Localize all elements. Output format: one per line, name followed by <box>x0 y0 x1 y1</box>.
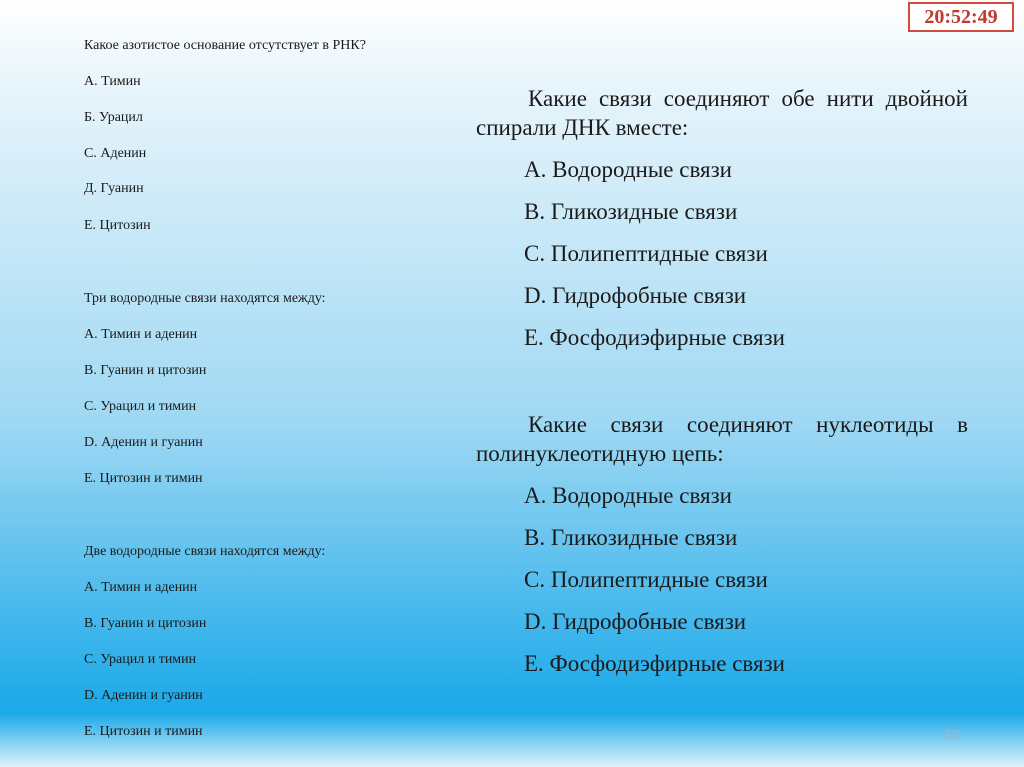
option-item: Е. Цитозин и тимин <box>84 471 203 486</box>
question-two-hbonds: Две водородные связи находятся между: <box>84 544 326 559</box>
option-item: А. Тимин и аденин <box>84 580 198 595</box>
option-item: В. Гликозидные связи <box>524 199 738 224</box>
option-item: С. Урацил и тимин <box>84 652 197 667</box>
option-item: А. Водородные связи <box>524 157 732 182</box>
option-item: В. Гликозидные связи <box>524 525 738 550</box>
option-item: А. Водородные связи <box>524 483 732 508</box>
question-rna-base: Какое азотистое основание отсутствует в РНК? <box>84 38 366 53</box>
option-item: D. Гидрофобные связи <box>524 609 747 634</box>
question-text: Какие связи соединяют нуклеотиды в полинуклеотидную цепь: <box>476 412 968 466</box>
question-three-hbonds: Три водородные связи находятся между: <box>84 291 326 306</box>
question-dna-strands <box>476 84 968 142</box>
option-item: Е. Цитозин <box>84 218 151 233</box>
right-question-block-1 <box>476 84 968 350</box>
option-item: Е. Цитозин и тимин <box>84 724 203 739</box>
option-item: Е. Фосфодиэфирные связи <box>524 651 785 676</box>
option-item: А. Тимин и аденин <box>84 327 198 342</box>
right-question-block-2 <box>476 410 968 676</box>
option-item: А. Тимин <box>84 74 141 89</box>
option-item: Д. Гуанин <box>84 181 144 196</box>
option-item: С. Полипептидные связи <box>524 567 768 592</box>
option-item: D. Аденин и гуанин <box>84 435 203 450</box>
question-text: Какие связи соединяют обе нити двойной спирали ДНК вместе: <box>476 86 968 140</box>
option-item: D. Аденин и гуанин <box>84 688 203 703</box>
option-item: В. Гуанин и цитозин <box>84 363 207 378</box>
clock-display: 20:52:49 <box>908 2 1014 32</box>
option-item: В. Гуанин и цитозин <box>84 616 207 631</box>
option-item: С. Аденин <box>84 146 147 161</box>
option-item: Б. Урацил <box>84 110 143 125</box>
option-item: D. Гидрофобные связи <box>524 283 747 308</box>
question-nucleotide-chain <box>476 410 968 468</box>
option-item: Е. Фосфодиэфирные связи <box>524 325 785 350</box>
option-item: С. Урацил и тимин <box>84 399 197 414</box>
page-number: 38 <box>944 726 960 742</box>
option-item: С. Полипептидные связи <box>524 241 768 266</box>
